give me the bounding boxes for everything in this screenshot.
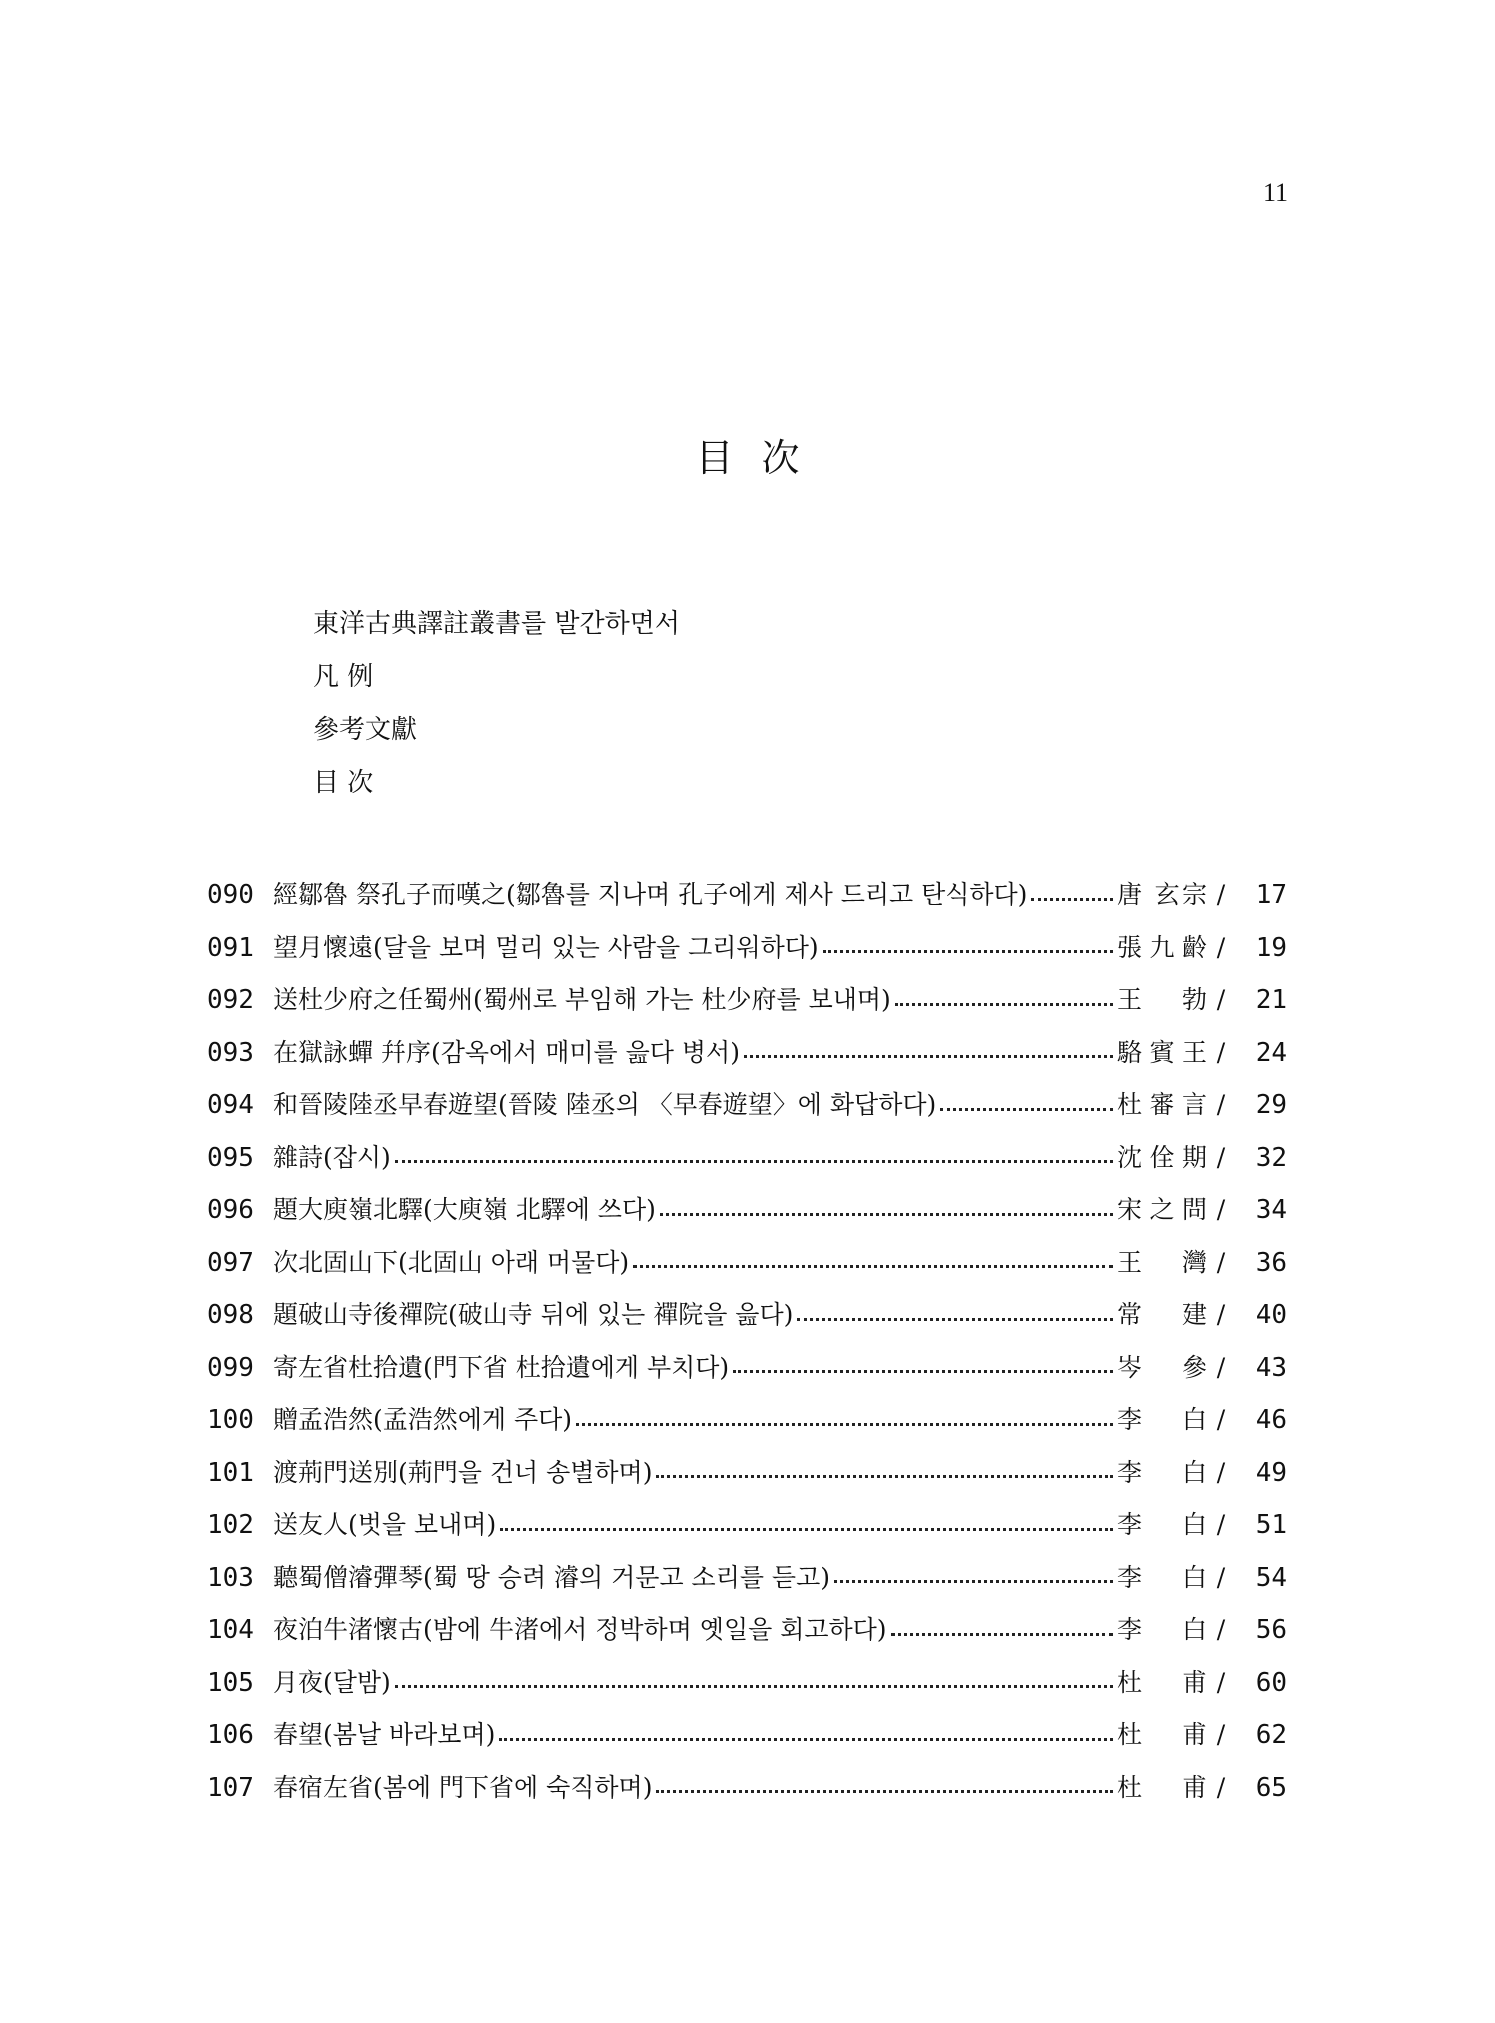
toc-entry-page: 34 xyxy=(1255,1195,1287,1225)
toc-entry-author: 李 白 xyxy=(1117,1405,1207,1434)
toc-separator: / xyxy=(1216,1457,1226,1487)
toc-entry-number: 100 xyxy=(207,1405,254,1435)
toc-entry-title: 月夜(달밤) xyxy=(273,1667,391,1697)
toc-entry[interactable] xyxy=(207,1237,1287,1290)
toc-entry-number: 099 xyxy=(207,1352,254,1383)
toc-entry-title: 春望(봄날 바라보며) xyxy=(273,1720,496,1749)
toc-entry[interactable] xyxy=(207,1657,1287,1710)
toc-entry-number: 101 xyxy=(207,1457,254,1488)
toc-entry-page: 29 xyxy=(1255,1090,1287,1120)
toc-entry-title: 送杜少府之任蜀州(蜀州로 부임해 가는 杜少府를 보내며) xyxy=(273,985,891,1014)
toc-entry-number: 096 xyxy=(207,1195,254,1225)
toc-entry-title: 贈孟浩然(孟浩然에게 주다) xyxy=(273,1405,573,1434)
toc-separator: / xyxy=(1216,1037,1226,1067)
toc-entry-title: 在獄詠蟬 幷序(감옥에서 매미를 읊다 병서) xyxy=(273,1037,740,1067)
toc-entry-page: 62 xyxy=(1255,1720,1287,1750)
table-of-contents xyxy=(207,869,1287,1814)
toc-separator: / xyxy=(1216,1615,1226,1644)
toc-entry[interactable] xyxy=(207,1394,1287,1447)
toc-entry[interactable] xyxy=(207,1709,1287,1762)
toc-entry-page: 19 xyxy=(1255,932,1287,963)
toc-entry-page: 49 xyxy=(1255,1457,1287,1488)
toc-leader-dots xyxy=(797,1318,1113,1321)
toc-entry-author: 杜 甫 xyxy=(1117,1720,1207,1749)
toc-separator: / xyxy=(1216,1772,1226,1802)
toc-entry-author: 杜 甫 xyxy=(1117,1667,1207,1697)
toc-separator: / xyxy=(1216,1300,1226,1329)
toc-entry-author: 張九齡 xyxy=(1117,932,1207,962)
toc-entry[interactable] xyxy=(207,1342,1287,1395)
toc-entry-page: 56 xyxy=(1255,1615,1287,1645)
toc-leader-dots xyxy=(395,1685,1113,1688)
toc-separator: / xyxy=(1216,880,1226,909)
toc-leader-dots xyxy=(395,1160,1113,1163)
toc-separator: / xyxy=(1216,1562,1226,1592)
front-matter-item[interactable]: 目 次 xyxy=(313,768,374,798)
toc-entry-number: 093 xyxy=(207,1037,254,1068)
toc-entry-number: 098 xyxy=(207,1300,254,1330)
toc-entry-author: 王 勃 xyxy=(1117,985,1207,1014)
toc-entry-number: 090 xyxy=(207,880,254,910)
toc-entry-page: 21 xyxy=(1255,985,1287,1015)
toc-entry-page: 46 xyxy=(1255,1405,1287,1435)
toc-entry-author: 李 白 xyxy=(1117,1615,1207,1644)
toc-entry[interactable] xyxy=(207,1499,1287,1552)
front-matter-item[interactable]: 凡 例 xyxy=(313,662,374,692)
toc-entry-page: 54 xyxy=(1255,1562,1287,1593)
toc-entry-author: 常 建 xyxy=(1117,1300,1207,1329)
toc-leader-dots xyxy=(744,1055,1113,1058)
toc-entry-author: 李 白 xyxy=(1117,1457,1207,1487)
toc-entry-title: 經鄒魯 祭孔子而嘆之(鄒魯를 지나며 孔子에게 제사 드리고 탄식하다) xyxy=(273,880,1028,909)
toc-leader-dots xyxy=(834,1580,1113,1583)
toc-entry-number: 105 xyxy=(207,1667,254,1698)
toc-separator: / xyxy=(1216,985,1226,1014)
toc-leader-dots xyxy=(633,1265,1113,1268)
toc-entry[interactable] xyxy=(207,974,1287,1027)
toc-entry-title: 雜詩(잡시) xyxy=(273,1142,391,1172)
page-title: 目次 xyxy=(695,436,828,480)
toc-entry-author: 唐 玄宗 xyxy=(1117,880,1207,909)
toc-entry-page: 17 xyxy=(1255,880,1287,910)
toc-separator: / xyxy=(1216,1510,1226,1539)
toc-entry-author: 沈佺期 xyxy=(1117,1142,1207,1172)
toc-entry-title: 和晉陵陸丞早春遊望(晉陵 陸丞의 〈早春遊望〉에 화답하다) xyxy=(273,1090,937,1119)
toc-entry-number: 095 xyxy=(207,1142,254,1173)
toc-entry[interactable] xyxy=(207,1027,1287,1080)
toc-entry-title: 春宿左省(봄에 門下省에 숙직하며) xyxy=(273,1772,653,1802)
toc-entry-author: 宋之問 xyxy=(1117,1195,1207,1224)
toc-leader-dots xyxy=(823,950,1113,953)
toc-entry-page: 43 xyxy=(1255,1352,1287,1383)
toc-entry[interactable] xyxy=(207,1289,1287,1342)
toc-separator: / xyxy=(1216,1352,1226,1382)
toc-entry-title: 夜泊牛渚懷古(밤에 牛渚에서 정박하며 옛일을 회고하다) xyxy=(273,1615,887,1644)
toc-entry-author: 杜 甫 xyxy=(1117,1772,1207,1802)
toc-entry[interactable] xyxy=(207,922,1287,975)
toc-entry-author: 李 白 xyxy=(1117,1510,1207,1539)
toc-leader-dots xyxy=(656,1790,1113,1793)
toc-entry-title: 望月懷遠(달을 보며 멀리 있는 사람을 그리워하다) xyxy=(273,932,819,962)
front-matter-list xyxy=(313,598,680,810)
toc-entry-number: 097 xyxy=(207,1247,254,1278)
toc-leader-dots xyxy=(576,1423,1113,1426)
toc-entry[interactable] xyxy=(207,1552,1287,1605)
toc-entry[interactable] xyxy=(207,869,1287,922)
toc-entry-author: 杜審言 xyxy=(1117,1090,1207,1119)
toc-entry-number: 094 xyxy=(207,1090,254,1120)
toc-separator: / xyxy=(1216,1667,1226,1697)
toc-separator: / xyxy=(1216,932,1226,962)
toc-entry-title: 題大庾嶺北驛(大庾嶺 北驛에 쓰다) xyxy=(273,1195,656,1224)
toc-leader-dots xyxy=(891,1633,1113,1636)
toc-entry-author: 駱賓王 xyxy=(1117,1037,1207,1067)
page-number: 11 xyxy=(1262,178,1288,207)
toc-entry-author: 李 白 xyxy=(1117,1562,1207,1592)
toc-entry-number: 103 xyxy=(207,1562,254,1593)
toc-entry-number: 104 xyxy=(207,1615,254,1645)
toc-entry-number: 091 xyxy=(207,932,254,963)
front-matter-item[interactable]: 東洋古典譯註叢書를 발간하면서 xyxy=(313,609,680,639)
toc-separator: / xyxy=(1216,1720,1226,1749)
toc-leader-dots xyxy=(895,1003,1113,1006)
toc-leader-dots xyxy=(656,1475,1113,1478)
front-matter-item[interactable]: 參考文獻 xyxy=(313,715,418,745)
toc-separator: / xyxy=(1216,1405,1226,1434)
toc-entry-page: 51 xyxy=(1255,1510,1287,1540)
toc-separator: / xyxy=(1216,1195,1226,1224)
toc-entry[interactable] xyxy=(207,1604,1287,1657)
toc-separator: / xyxy=(1216,1142,1226,1172)
toc-entry-number: 107 xyxy=(207,1772,254,1803)
toc-entry-title: 渡荊門送別(荊門을 건너 송별하며) xyxy=(273,1457,653,1487)
toc-leader-dots xyxy=(499,1738,1113,1741)
toc-entry-page: 36 xyxy=(1255,1247,1287,1278)
toc-leader-dots xyxy=(733,1370,1113,1373)
toc-entry-page: 65 xyxy=(1255,1772,1287,1803)
toc-separator: / xyxy=(1216,1090,1226,1119)
toc-entry-title: 題破山寺後禪院(破山寺 뒤에 있는 禪院을 읊다) xyxy=(273,1300,794,1329)
toc-entry-number: 106 xyxy=(207,1720,254,1750)
toc-separator: / xyxy=(1216,1247,1226,1277)
toc-entry-page: 24 xyxy=(1255,1037,1287,1068)
toc-entry-page: 40 xyxy=(1255,1300,1287,1330)
toc-entry[interactable] xyxy=(207,1079,1287,1132)
toc-entry-author: 岑 參 xyxy=(1117,1352,1207,1382)
toc-entry[interactable] xyxy=(207,1447,1287,1500)
toc-entry-title: 寄左省杜拾遺(門下省 杜拾遺에게 부치다) xyxy=(273,1352,730,1382)
toc-entry-page: 60 xyxy=(1255,1667,1287,1698)
toc-entry[interactable] xyxy=(207,1762,1287,1815)
toc-leader-dots xyxy=(500,1528,1113,1531)
toc-leader-dots xyxy=(940,1108,1113,1111)
toc-entry[interactable] xyxy=(207,1184,1287,1237)
toc-entry-number: 092 xyxy=(207,985,254,1015)
toc-entry-title: 次北固山下(北固山 아래 머물다) xyxy=(273,1247,630,1277)
toc-entry-number: 102 xyxy=(207,1510,254,1540)
toc-entry-title: 聽蜀僧濬彈琴(蜀 땅 승려 濬의 거문고 소리를 듣고) xyxy=(273,1562,830,1592)
toc-leader-dots xyxy=(660,1213,1113,1216)
toc-entry[interactable] xyxy=(207,1132,1287,1185)
toc-leader-dots xyxy=(1031,898,1113,901)
toc-entry-title: 送友人(벗을 보내며) xyxy=(273,1510,497,1539)
toc-entry-author: 王 灣 xyxy=(1117,1247,1207,1277)
toc-entry-page: 32 xyxy=(1255,1142,1287,1173)
